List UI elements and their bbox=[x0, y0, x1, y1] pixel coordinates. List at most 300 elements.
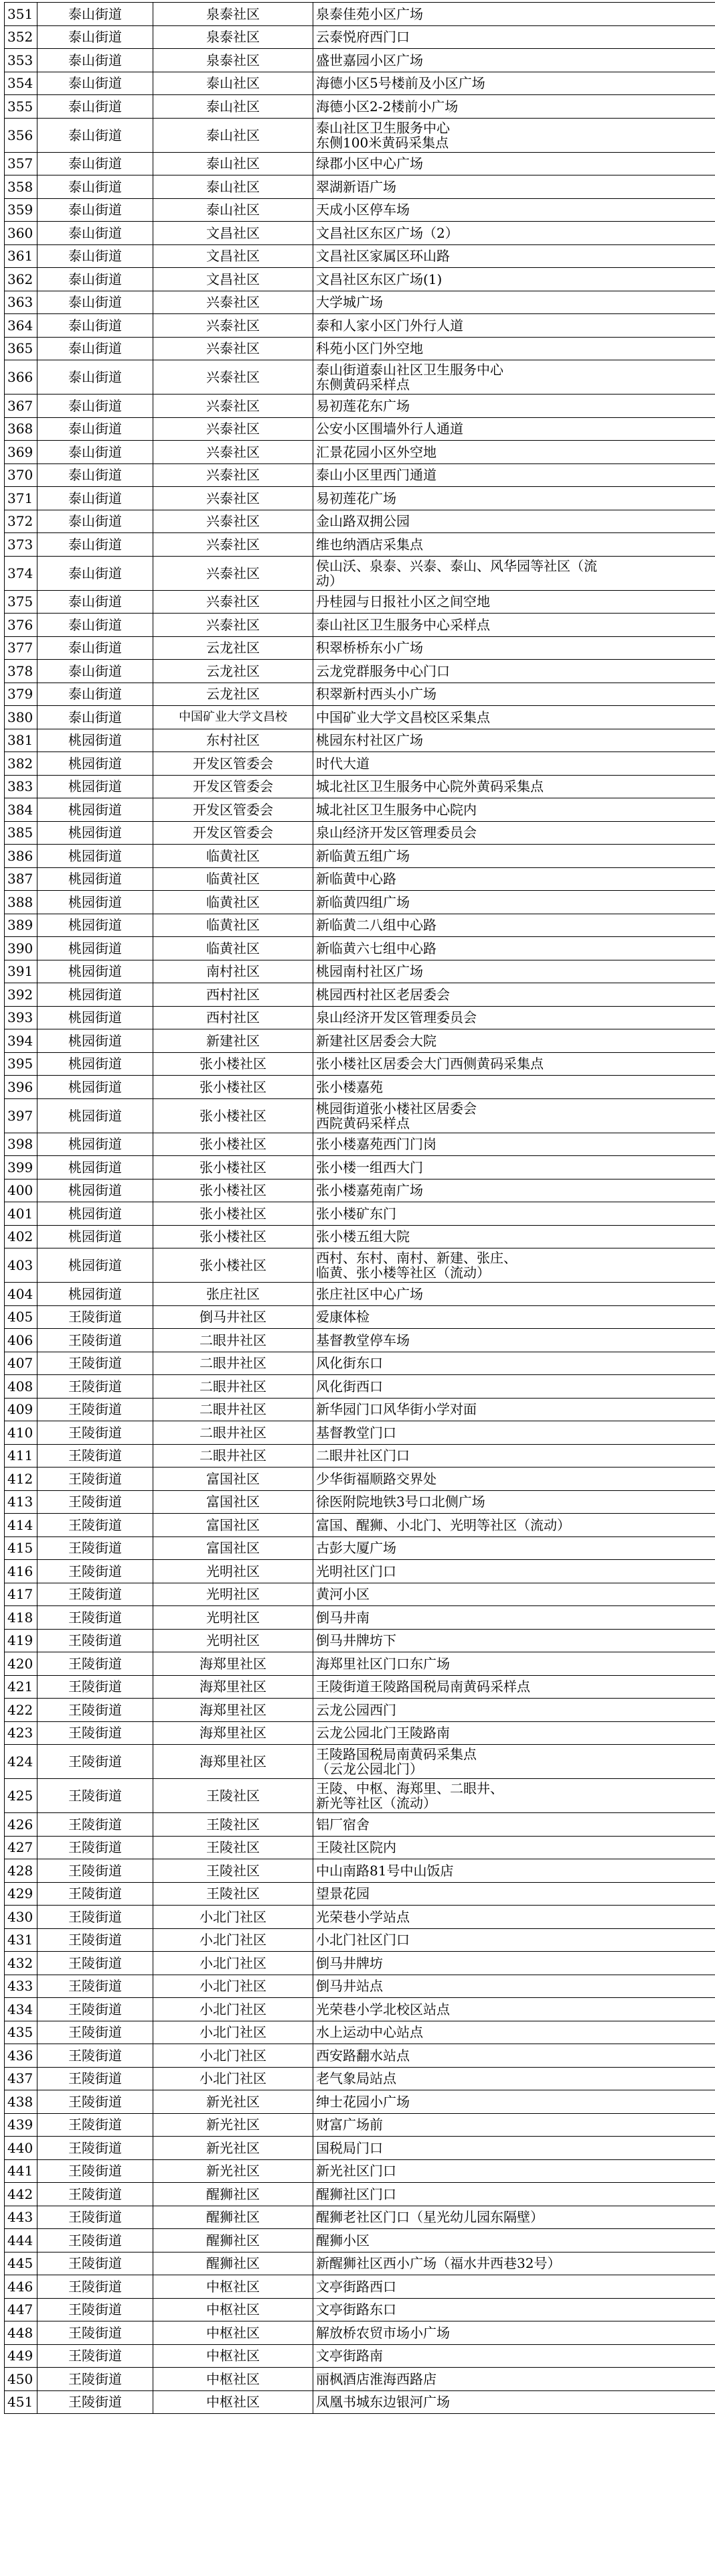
table-row bbox=[5, 2368, 715, 2391]
table-row bbox=[5, 2183, 715, 2206]
location-cell bbox=[313, 291, 715, 314]
location-cell bbox=[313, 72, 715, 95]
street-cell: 泰山街道 bbox=[37, 198, 153, 222]
row-number: 432 bbox=[5, 1952, 37, 1975]
community-cell: 二眼井社区 bbox=[153, 1398, 313, 1421]
table-row bbox=[5, 510, 715, 533]
row-number: 441 bbox=[5, 2159, 37, 2183]
table-row bbox=[5, 556, 715, 590]
street-cell: 王陵街道 bbox=[37, 1652, 153, 1676]
row-number: 438 bbox=[5, 2090, 37, 2114]
street-cell: 桃园街道 bbox=[37, 1098, 153, 1133]
location-cell bbox=[313, 417, 715, 441]
community-cell: 海郑里社区 bbox=[153, 1652, 313, 1676]
row-number: 422 bbox=[5, 1699, 37, 1722]
row-number: 410 bbox=[5, 1421, 37, 1445]
location-cell bbox=[313, 2183, 715, 2206]
table-row bbox=[5, 1179, 715, 1202]
street-cell: 泰山街道 bbox=[37, 683, 153, 706]
location-line: 金山路双拥公园 bbox=[316, 513, 410, 530]
location-line: 财富广场前 bbox=[316, 2117, 383, 2133]
table-row bbox=[5, 2229, 715, 2252]
row-number: 354 bbox=[5, 72, 37, 95]
street-cell: 王陵街道 bbox=[37, 2044, 153, 2068]
location-line: 云泰悦府西门口 bbox=[316, 29, 410, 46]
community-cell: 小北门社区 bbox=[153, 2067, 313, 2090]
table-row bbox=[5, 1536, 715, 1560]
row-number: 382 bbox=[5, 752, 37, 776]
community-cell: 王陵社区 bbox=[153, 1836, 313, 1859]
table-row bbox=[5, 636, 715, 660]
location-cell bbox=[313, 152, 715, 175]
community-cell: 光明社区 bbox=[153, 1560, 313, 1583]
community-cell: 张小楼社区 bbox=[153, 1076, 313, 1099]
location-cell bbox=[313, 2159, 715, 2183]
community-cell: 富国社区 bbox=[153, 1514, 313, 1537]
location-cell bbox=[313, 1882, 715, 1906]
location-line: 新临黄四组广场 bbox=[316, 893, 410, 910]
row-number: 365 bbox=[5, 337, 37, 360]
location-cell bbox=[313, 706, 715, 729]
street-cell: 泰山街道 bbox=[37, 314, 153, 338]
community-cell: 张小楼社区 bbox=[153, 1248, 313, 1283]
street-cell: 桃园街道 bbox=[37, 729, 153, 752]
table-row bbox=[5, 752, 715, 776]
row-number: 411 bbox=[5, 1444, 37, 1468]
street-cell: 泰山街道 bbox=[37, 636, 153, 660]
community-cell: 倒马井社区 bbox=[153, 1305, 313, 1329]
street-cell: 泰山街道 bbox=[37, 175, 153, 199]
table-row bbox=[5, 937, 715, 960]
community-cell: 兴泰社区 bbox=[153, 487, 313, 510]
location-line: 泉山经济开发区管理委员会 bbox=[316, 825, 477, 841]
row-number: 440 bbox=[5, 2137, 37, 2160]
street-cell: 泰山街道 bbox=[37, 49, 153, 72]
table-row bbox=[5, 268, 715, 291]
location-line: 丹桂园与日报社小区之间空地 bbox=[316, 593, 490, 610]
location-line: 国税局门口 bbox=[316, 2139, 383, 2156]
location-line: 张小楼五组大院 bbox=[316, 1228, 410, 1245]
row-number: 397 bbox=[5, 1098, 37, 1133]
table-row bbox=[5, 1699, 715, 1722]
location-cell bbox=[313, 891, 715, 914]
location-line: 泰山小区里西门通道 bbox=[316, 467, 436, 484]
table-row bbox=[5, 1745, 715, 1779]
location-line: 城北社区卫生服务中心院外黄码采集点 bbox=[316, 778, 544, 795]
location-line: 光荣巷小学站点 bbox=[316, 1908, 410, 1925]
location-cell bbox=[313, 914, 715, 937]
location-cell bbox=[313, 510, 715, 533]
community-cell: 兴泰社区 bbox=[153, 337, 313, 360]
community-cell: 海郑里社区 bbox=[153, 1699, 313, 1722]
location-cell bbox=[313, 1859, 715, 1883]
row-number: 445 bbox=[5, 2252, 37, 2275]
table-row bbox=[5, 337, 715, 360]
street-cell: 王陵街道 bbox=[37, 1629, 153, 1652]
location-line: 泉泰佳苑小区广场 bbox=[316, 5, 423, 22]
location-line: 新建社区居委会大院 bbox=[316, 1032, 436, 1049]
table-row bbox=[5, 72, 715, 95]
location-cell bbox=[313, 798, 715, 822]
community-cell: 兴泰社区 bbox=[153, 510, 313, 533]
community-cell: 张庄社区 bbox=[153, 1283, 313, 1306]
row-number: 387 bbox=[5, 867, 37, 891]
location-cell bbox=[313, 1721, 715, 1745]
row-number: 426 bbox=[5, 1813, 37, 1837]
street-cell: 泰山街道 bbox=[37, 152, 153, 175]
location-cell bbox=[313, 2321, 715, 2345]
location-cell bbox=[313, 360, 715, 395]
community-cell: 泰山社区 bbox=[153, 95, 313, 119]
location-line: 大学城广场 bbox=[316, 294, 383, 311]
community-cell: 小北门社区 bbox=[153, 2021, 313, 2044]
location-line: 西安路翻水站点 bbox=[316, 2047, 410, 2064]
row-number: 429 bbox=[5, 1882, 37, 1906]
street-cell: 王陵街道 bbox=[37, 2321, 153, 2345]
street-cell: 王陵街道 bbox=[37, 2298, 153, 2321]
street-cell: 泰山街道 bbox=[37, 487, 153, 510]
location-line: 中山南路81号中山饭店 bbox=[316, 1862, 454, 1879]
community-cell: 南村社区 bbox=[153, 960, 313, 983]
row-number: 446 bbox=[5, 2275, 37, 2299]
table-row bbox=[5, 1652, 715, 1676]
row-number: 385 bbox=[5, 821, 37, 845]
community-cell: 开发区管委会 bbox=[153, 775, 313, 798]
location-line: 泰山街道泰山社区卫生服务中心 bbox=[316, 362, 503, 378]
street-cell: 王陵街道 bbox=[37, 1675, 153, 1699]
row-number: 407 bbox=[5, 1352, 37, 1375]
table-row bbox=[5, 95, 715, 119]
location-cell bbox=[313, 1352, 715, 1375]
location-line: 解放桥农贸市场小广场 bbox=[316, 2324, 450, 2341]
street-cell: 王陵街道 bbox=[37, 1514, 153, 1537]
street-cell: 泰山街道 bbox=[37, 291, 153, 314]
row-number: 451 bbox=[5, 2390, 37, 2414]
location-line: 爱康体检 bbox=[316, 1309, 370, 1326]
row-number: 373 bbox=[5, 533, 37, 557]
table-row bbox=[5, 729, 715, 752]
street-cell: 王陵街道 bbox=[37, 2275, 153, 2299]
table-row bbox=[5, 1352, 715, 1375]
street-cell: 泰山街道 bbox=[37, 395, 153, 418]
location-cell bbox=[313, 867, 715, 891]
table-row bbox=[5, 1305, 715, 1329]
row-number: 409 bbox=[5, 1398, 37, 1421]
community-cell: 西村社区 bbox=[153, 1006, 313, 1029]
location-cell bbox=[313, 244, 715, 268]
table-row bbox=[5, 1398, 715, 1421]
row-number: 425 bbox=[5, 1779, 37, 1813]
community-cell: 兴泰社区 bbox=[153, 291, 313, 314]
community-cell: 泰山社区 bbox=[153, 175, 313, 199]
table-row bbox=[5, 1975, 715, 1998]
location-cell bbox=[313, 1202, 715, 1226]
community-cell: 中枢社区 bbox=[153, 2275, 313, 2299]
table-row bbox=[5, 1859, 715, 1883]
location-line: 醒狮老社区门口（星光幼儿园东隔壁） bbox=[316, 2209, 544, 2226]
location-line: 张小楼嘉苑南广场 bbox=[316, 1182, 423, 1199]
location-line: 云龙公园北门王陵路南 bbox=[316, 1725, 450, 1741]
location-cell bbox=[313, 314, 715, 338]
table-row bbox=[5, 1225, 715, 1248]
row-number: 427 bbox=[5, 1836, 37, 1859]
row-number: 393 bbox=[5, 1006, 37, 1029]
location-cell bbox=[313, 441, 715, 464]
street-cell: 王陵街道 bbox=[37, 1998, 153, 2021]
row-number: 421 bbox=[5, 1675, 37, 1699]
row-number: 392 bbox=[5, 983, 37, 1007]
community-cell: 张小楼社区 bbox=[153, 1225, 313, 1248]
table-row bbox=[5, 2206, 715, 2229]
location-cell bbox=[313, 1179, 715, 1202]
location-cell bbox=[313, 845, 715, 868]
row-number: 369 bbox=[5, 441, 37, 464]
community-cell: 泰山社区 bbox=[153, 72, 313, 95]
location-cell bbox=[313, 1906, 715, 1929]
location-cell bbox=[313, 1444, 715, 1468]
location-line: 徐医附院地铁3号口北侧广场 bbox=[316, 1494, 485, 1510]
row-number: 430 bbox=[5, 1906, 37, 1929]
community-cell: 新光社区 bbox=[153, 2137, 313, 2160]
street-cell: 桃园街道 bbox=[37, 1248, 153, 1283]
location-line: 海德小区5号楼前及小区广场 bbox=[316, 75, 485, 92]
location-cell bbox=[313, 2229, 715, 2252]
street-cell: 泰山街道 bbox=[37, 360, 153, 395]
location-cell bbox=[313, 2044, 715, 2068]
street-cell: 桃园街道 bbox=[37, 1202, 153, 1226]
street-cell: 泰山街道 bbox=[37, 95, 153, 119]
location-line: 文亭街路西口 bbox=[316, 2278, 396, 2295]
row-number: 424 bbox=[5, 1745, 37, 1779]
location-line: 老气象局站点 bbox=[316, 2070, 396, 2087]
location-cell bbox=[313, 1514, 715, 1537]
row-number: 374 bbox=[5, 556, 37, 590]
location-cell bbox=[313, 2090, 715, 2114]
location-cell bbox=[313, 1779, 715, 1813]
street-cell: 桃园街道 bbox=[37, 867, 153, 891]
location-cell bbox=[313, 821, 715, 845]
location-line: 望景花园 bbox=[316, 1885, 370, 1902]
table-row bbox=[5, 1029, 715, 1053]
table-row bbox=[5, 533, 715, 557]
community-cell: 东村社区 bbox=[153, 729, 313, 752]
location-cell bbox=[313, 2206, 715, 2229]
community-cell: 张小楼社区 bbox=[153, 1052, 313, 1076]
community-cell: 中枢社区 bbox=[153, 2368, 313, 2391]
table-row bbox=[5, 49, 715, 72]
street-cell: 桃园街道 bbox=[37, 752, 153, 776]
table-row bbox=[5, 2252, 715, 2275]
location-cell bbox=[313, 1975, 715, 1998]
row-number: 419 bbox=[5, 1629, 37, 1652]
location-line: 积翠新村西头小广场 bbox=[316, 686, 436, 703]
community-cell: 新建社区 bbox=[153, 1029, 313, 1053]
street-cell: 泰山街道 bbox=[37, 25, 153, 49]
location-line: 文亭街路南 bbox=[316, 2348, 383, 2364]
location-line: 文昌社区东区广场（2） bbox=[316, 224, 459, 241]
community-cell: 中枢社区 bbox=[153, 2344, 313, 2368]
community-cell: 新光社区 bbox=[153, 2113, 313, 2137]
community-cell: 光明社区 bbox=[153, 1583, 313, 1606]
street-cell: 王陵街道 bbox=[37, 1779, 153, 1813]
community-cell: 小北门社区 bbox=[153, 1952, 313, 1975]
table-row bbox=[5, 914, 715, 937]
table-row bbox=[5, 1375, 715, 1399]
location-line: 新醒狮社区西小广场（福水井西巷32号） bbox=[316, 2255, 561, 2272]
row-number: 391 bbox=[5, 960, 37, 983]
location-line: 新华园门口风华街小学对面 bbox=[316, 1401, 477, 1418]
location-line: 动） bbox=[316, 572, 343, 589]
row-number: 401 bbox=[5, 1202, 37, 1226]
table-body bbox=[5, 3, 715, 2414]
street-cell: 王陵街道 bbox=[37, 1490, 153, 1514]
table-row bbox=[5, 3, 715, 26]
location-cell bbox=[313, 118, 715, 152]
street-cell: 桃园街道 bbox=[37, 821, 153, 845]
location-cell bbox=[313, 1490, 715, 1514]
street-cell: 王陵街道 bbox=[37, 1699, 153, 1722]
row-number: 384 bbox=[5, 798, 37, 822]
street-cell: 王陵街道 bbox=[37, 2067, 153, 2090]
location-cell bbox=[313, 1156, 715, 1179]
location-line: 泰和人家小区门外行人道 bbox=[316, 317, 463, 334]
location-line: 绿郡小区中心广场 bbox=[316, 155, 423, 172]
location-cell bbox=[313, 2067, 715, 2090]
street-cell: 桃园街道 bbox=[37, 1006, 153, 1029]
location-line: 泰山社区卫生服务中心 bbox=[316, 119, 450, 136]
location-line: 新临黄中心路 bbox=[316, 871, 396, 887]
community-cell: 兴泰社区 bbox=[153, 441, 313, 464]
community-cell: 醒狮社区 bbox=[153, 2229, 313, 2252]
location-line: 公安小区围墙外行人通道 bbox=[316, 421, 463, 437]
location-line: 绅士花园小广场 bbox=[316, 2093, 410, 2110]
location-cell bbox=[313, 937, 715, 960]
location-line: 张小楼矿东门 bbox=[316, 1205, 396, 1222]
location-line: 科苑小区门外空地 bbox=[316, 340, 423, 357]
location-cell bbox=[313, 1952, 715, 1975]
street-cell: 桃园街道 bbox=[37, 1076, 153, 1099]
location-cell bbox=[313, 222, 715, 245]
location-line: 桃园东村社区广场 bbox=[316, 732, 423, 749]
location-line: 水上运动中心站点 bbox=[316, 2024, 423, 2041]
location-cell bbox=[313, 1629, 715, 1652]
location-line: 基督教堂停车场 bbox=[316, 1332, 410, 1348]
row-number: 361 bbox=[5, 244, 37, 268]
community-cell: 王陵社区 bbox=[153, 1813, 313, 1837]
table-row bbox=[5, 2344, 715, 2368]
location-line: 凤凰书城东边银河广场 bbox=[316, 2394, 450, 2411]
table-row bbox=[5, 1421, 715, 1445]
table-row bbox=[5, 314, 715, 338]
street-cell: 王陵街道 bbox=[37, 1536, 153, 1560]
table-row bbox=[5, 2159, 715, 2183]
location-cell bbox=[313, 1029, 715, 1053]
street-cell: 泰山街道 bbox=[37, 244, 153, 268]
row-number: 412 bbox=[5, 1468, 37, 1491]
community-cell: 新光社区 bbox=[153, 2090, 313, 2114]
community-cell: 文昌社区 bbox=[153, 222, 313, 245]
table-row bbox=[5, 1052, 715, 1076]
location-line: 侯山沃、泉泰、兴泰、泰山、风华园等社区（流 bbox=[316, 557, 597, 574]
table-row bbox=[5, 1006, 715, 1029]
row-number: 423 bbox=[5, 1721, 37, 1745]
row-number: 435 bbox=[5, 2021, 37, 2044]
row-number: 364 bbox=[5, 314, 37, 338]
row-number: 448 bbox=[5, 2321, 37, 2345]
community-cell: 临黄社区 bbox=[153, 914, 313, 937]
location-line: 文昌社区家属区环山路 bbox=[316, 248, 450, 265]
street-cell: 泰山街道 bbox=[37, 3, 153, 26]
community-cell: 临黄社区 bbox=[153, 867, 313, 891]
location-cell bbox=[313, 590, 715, 614]
community-cell: 开发区管委会 bbox=[153, 821, 313, 845]
street-cell: 泰山街道 bbox=[37, 222, 153, 245]
location-line: 二眼井社区门口 bbox=[316, 1447, 410, 1464]
location-line: 维也纳酒店采集点 bbox=[316, 536, 423, 553]
row-number: 362 bbox=[5, 268, 37, 291]
location-cell bbox=[313, 1699, 715, 1722]
table-row bbox=[5, 1490, 715, 1514]
table-row bbox=[5, 152, 715, 175]
row-number: 386 bbox=[5, 845, 37, 868]
location-line: 东侧100米黄码采集点 bbox=[316, 134, 449, 151]
row-number: 431 bbox=[5, 1928, 37, 1952]
location-cell bbox=[313, 25, 715, 49]
location-cell bbox=[313, 268, 715, 291]
community-cell: 张小楼社区 bbox=[153, 1179, 313, 1202]
table-row bbox=[5, 1813, 715, 1837]
table-row bbox=[5, 867, 715, 891]
street-cell: 泰山街道 bbox=[37, 614, 153, 637]
location-cell bbox=[313, 487, 715, 510]
location-cell bbox=[313, 1652, 715, 1676]
location-line: 盛世嘉园小区广场 bbox=[316, 52, 423, 68]
community-cell: 王陵社区 bbox=[153, 1779, 313, 1813]
row-number: 357 bbox=[5, 152, 37, 175]
community-cell: 海郑里社区 bbox=[153, 1745, 313, 1779]
community-cell: 兴泰社区 bbox=[153, 314, 313, 338]
row-number: 376 bbox=[5, 614, 37, 637]
community-cell: 泉泰社区 bbox=[153, 3, 313, 26]
location-line: 王陵社区院内 bbox=[316, 1839, 396, 1856]
location-line: 丽枫酒店淮海西路店 bbox=[316, 2370, 436, 2387]
community-cell: 泰山社区 bbox=[153, 198, 313, 222]
location-line: 中国矿业大学文昌校区采集点 bbox=[316, 709, 490, 725]
table-row bbox=[5, 798, 715, 822]
table-row bbox=[5, 2090, 715, 2114]
community-cell: 兴泰社区 bbox=[153, 533, 313, 557]
street-cell: 泰山街道 bbox=[37, 72, 153, 95]
street-cell: 泰山街道 bbox=[37, 533, 153, 557]
community-cell: 泉泰社区 bbox=[153, 25, 313, 49]
row-number: 353 bbox=[5, 49, 37, 72]
location-cell bbox=[313, 1283, 715, 1306]
table-row bbox=[5, 2275, 715, 2299]
row-number: 389 bbox=[5, 914, 37, 937]
row-number: 417 bbox=[5, 1583, 37, 1606]
location-cell bbox=[313, 1375, 715, 1399]
location-cell bbox=[313, 175, 715, 199]
table-row bbox=[5, 463, 715, 487]
location-line: 醒狮社区门口 bbox=[316, 2186, 396, 2202]
community-cell: 小北门社区 bbox=[153, 1975, 313, 1998]
row-number: 366 bbox=[5, 360, 37, 395]
community-cell: 张小楼社区 bbox=[153, 1202, 313, 1226]
community-cell: 开发区管委会 bbox=[153, 752, 313, 776]
community-cell: 张小楼社区 bbox=[153, 1098, 313, 1133]
table-row bbox=[5, 1283, 715, 1306]
location-line: 倒马井牌坊 bbox=[316, 1954, 383, 1971]
